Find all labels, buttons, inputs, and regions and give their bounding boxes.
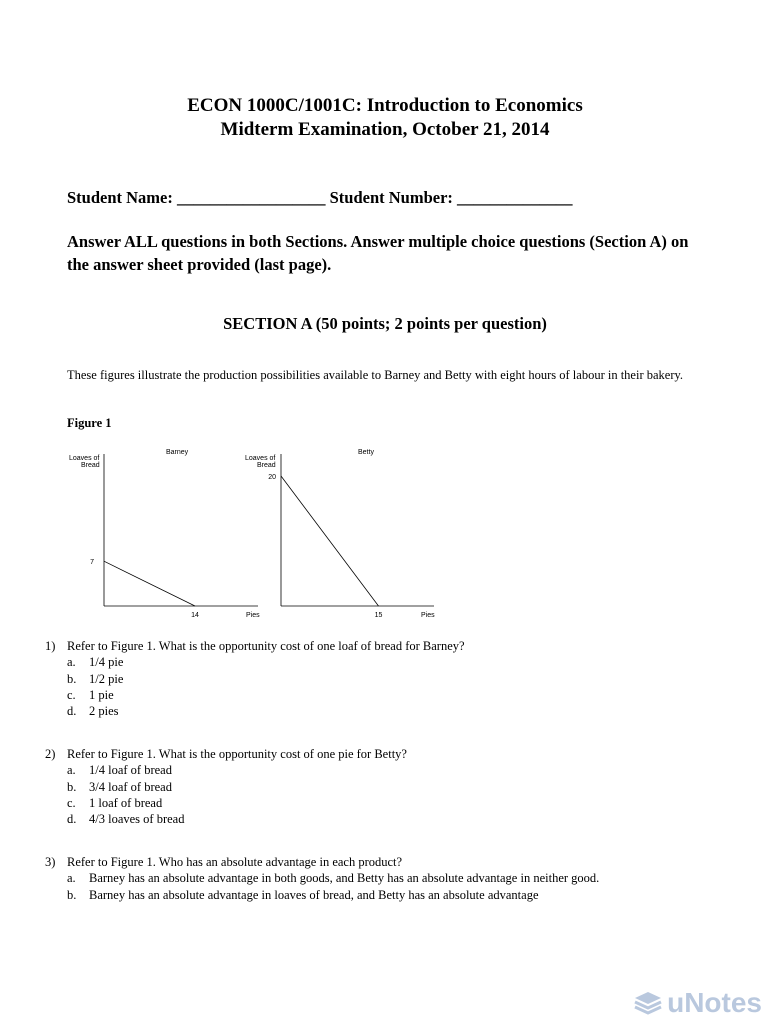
barney-title: Barney xyxy=(166,449,189,456)
option-b: b. 3/4 loaf of bread xyxy=(67,779,172,794)
betty-ppf-line xyxy=(281,476,379,606)
title-line-1: ECON 1000C/1001C: Introduction to Economics xyxy=(187,95,583,116)
option-a: a. 1/4 pie xyxy=(67,655,124,670)
option-b: b. 1/2 pie xyxy=(67,671,124,686)
title-line-2: Midterm Examination, October 21, 2014 xyxy=(220,119,550,140)
barney-y-tick: 7 xyxy=(90,559,94,567)
stack-icon xyxy=(633,990,663,1016)
betty-y-tick: 20 xyxy=(268,474,276,481)
betty-xlabel: Pies xyxy=(421,612,435,619)
section-heading: SECTION A (50 points; 2 points per question) xyxy=(223,314,547,333)
betty-ylabel-line1: Loaves of xyxy=(245,455,276,462)
question-text: Refer to Figure 1. What is the opportunity cost of one loaf of bread for Barney? xyxy=(67,639,465,653)
barney-graph xyxy=(69,449,260,619)
question-number: 3) xyxy=(45,855,56,869)
question-3 xyxy=(45,854,605,903)
unotes-watermark xyxy=(633,987,762,1019)
betty-ylabel-line2: Bread xyxy=(257,462,276,469)
figure-intro-text: These figures illustrate the production possibilities available to Barney and Betty with eight hours of labour in their bakery. xyxy=(67,368,684,382)
option-b: b. Barney has an absolute advantage in loaves of bread, and Betty has an absolute advantage xyxy=(67,887,539,902)
option-d: d. 4/3 loaves of bread xyxy=(67,812,185,827)
question-text: Refer to Figure 1. What is the opportunity cost of one pie for Betty? xyxy=(67,747,407,761)
option-c: c. 1 loaf of bread xyxy=(67,795,163,810)
barney-ppf-line xyxy=(104,561,195,606)
watermark-text: uNotes xyxy=(667,987,762,1018)
instructions: Answer ALL questions in both Sections. Answer multiple choice questions (Section A) on the answer sheet provided (last page). xyxy=(67,232,689,274)
option-a: a. 1/4 loaf of bread xyxy=(67,763,172,778)
question-1 xyxy=(45,638,645,719)
barney-ylabel-line1: Loaves of xyxy=(69,455,100,462)
question-number: 1) xyxy=(45,639,56,653)
barney-x-tick: 14 xyxy=(191,612,199,619)
option-d: d. 2 pies xyxy=(67,704,119,719)
option-c: c. 1 pie xyxy=(67,687,114,702)
question-text: Refer to Figure 1. Who has an absolute advantage in each product? xyxy=(67,855,403,869)
barney-xlabel: Pies xyxy=(246,612,260,619)
question-2 xyxy=(45,746,645,827)
betty-graph xyxy=(245,449,435,619)
figure-label: Figure 1 xyxy=(67,416,112,430)
barney-ylabel-line2: Bread xyxy=(81,462,100,469)
student-info-line: Student Name: __________________ Student Number: ______________ xyxy=(67,188,573,207)
option-a: a. Barney has an absolute advantage in both goods, and Betty has an absolute advantage in neither good. xyxy=(67,871,600,886)
betty-title: Betty xyxy=(358,449,374,456)
question-number: 2) xyxy=(45,747,56,761)
betty-x-tick: 15 xyxy=(374,612,383,619)
